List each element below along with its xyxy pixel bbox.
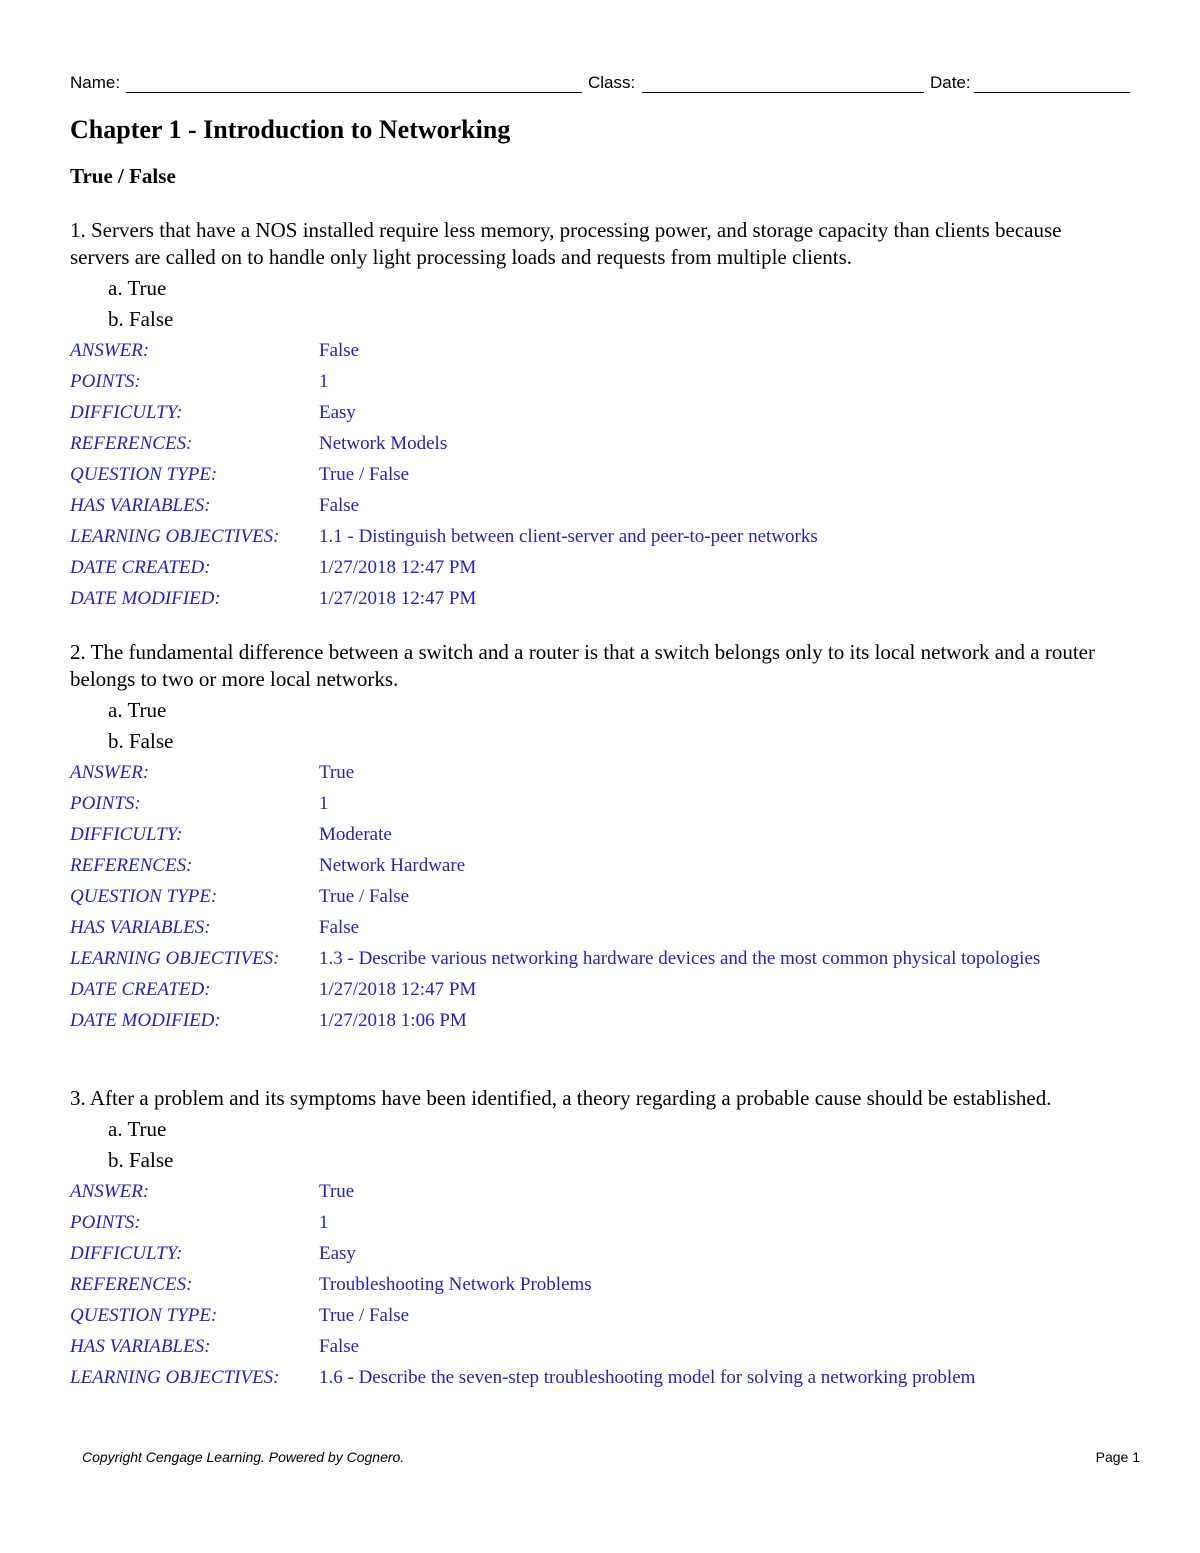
points-row — [70, 1207, 1140, 1238]
question-type-row — [70, 881, 1140, 912]
question-type-value: True / False — [319, 886, 410, 907]
copyright-text: Copyright Cengage Learning. Powered by Cognero. — [82, 1449, 405, 1465]
has-variables-label: HAS VARIABLES: — [70, 495, 211, 516]
learning-objectives-label: LEARNING OBJECTIVES: — [70, 1367, 280, 1388]
has-variables-row — [70, 912, 1140, 943]
date-created-label: DATE CREATED: — [70, 979, 211, 1000]
question-type-label: QUESTION TYPE: — [70, 464, 218, 485]
question-3 — [70, 1085, 1140, 1393]
answer-value: True — [319, 1181, 355, 1202]
has-variables-label: HAS VARIABLES: — [70, 917, 211, 938]
question-type-value: True / False — [319, 1305, 410, 1326]
points-label: POINTS: — [70, 1212, 141, 1233]
answer-row — [70, 335, 1140, 366]
question-text: 3. After a problem and its symptoms have been identified, a theory regarding a probable cause should be established. — [70, 1086, 1052, 1110]
section-title: True / False — [70, 164, 176, 188]
references-row — [70, 1269, 1140, 1300]
has-variables-value: False — [319, 495, 360, 516]
date-blank-line — [974, 92, 1130, 93]
date-modified-row — [70, 583, 1140, 614]
question-text: 1. Servers that have a NOS installed require less memory, processing power, and storage capacity than clients because servers are called on to handle only light processing loads and requests from multiple clients. — [70, 218, 1062, 269]
date-modified-value: 1/27/2018 1:06 PM — [319, 1010, 467, 1031]
difficulty-value: Easy — [319, 402, 356, 423]
references-value: Network Models — [319, 433, 448, 454]
question-type-label: QUESTION TYPE: — [70, 1305, 218, 1326]
date-modified-row — [70, 1005, 1140, 1036]
page-number: Page 1 — [1095, 1449, 1140, 1465]
references-value: Troubleshooting Network Problems — [319, 1274, 592, 1295]
date-modified-value: 1/27/2018 12:47 PM — [319, 588, 477, 609]
answer-label: ANSWER: — [70, 340, 150, 361]
difficulty-label: DIFFICULTY: — [70, 824, 183, 845]
references-label: REFERENCES: — [70, 433, 193, 454]
choice-a: a. True — [108, 698, 167, 722]
date-modified-label: DATE MODIFIED: — [70, 1010, 221, 1031]
learning-objectives-row — [70, 521, 1140, 552]
answer-row — [70, 757, 1140, 788]
choice-a: a. True — [108, 276, 167, 300]
learning-objectives-label: LEARNING OBJECTIVES: — [70, 526, 280, 547]
difficulty-row — [70, 1238, 1140, 1269]
question-1 — [70, 217, 1140, 614]
learning-objectives-value: 1.3 - Describe various networking hardware devices and the most common physical topologies — [319, 948, 1041, 969]
points-value: 1 — [319, 793, 329, 814]
answer-label: ANSWER: — [70, 1181, 150, 1202]
date-label: Date: — [930, 73, 971, 92]
points-row — [70, 366, 1140, 397]
date-created-value: 1/27/2018 12:47 PM — [319, 557, 477, 578]
points-label: POINTS: — [70, 371, 141, 392]
date-created-label: DATE CREATED: — [70, 557, 211, 578]
student-info-header — [70, 72, 1130, 96]
question-type-row — [70, 459, 1140, 490]
difficulty-value: Easy — [319, 1243, 356, 1264]
question-2 — [70, 639, 1140, 1036]
question-text: 2. The fundamental difference between a switch and a router is that a switch belongs only to its local network and a router belongs to two or more local networks. — [70, 640, 1095, 691]
choice-b: b. False — [108, 307, 174, 331]
difficulty-row — [70, 819, 1140, 850]
answer-value: True — [319, 762, 355, 783]
has-variables-value: False — [319, 1336, 360, 1357]
question-type-row — [70, 1300, 1140, 1331]
points-value: 1 — [319, 371, 329, 392]
choice-b: b. False — [108, 1148, 174, 1172]
learning-objectives-label: LEARNING OBJECTIVES: — [70, 948, 280, 969]
has-variables-label: HAS VARIABLES: — [70, 1336, 211, 1357]
points-value: 1 — [319, 1212, 329, 1233]
date-modified-label: DATE MODIFIED: — [70, 588, 221, 609]
name-blank-line — [126, 92, 582, 93]
references-row — [70, 850, 1140, 881]
difficulty-value: Moderate — [319, 824, 392, 845]
chapter-title: Chapter 1 - Introduction to Networking — [70, 115, 511, 144]
question-type-value: True / False — [319, 464, 410, 485]
learning-objectives-value: 1.1 - Distinguish between client-server and peer-to-peer networks — [319, 526, 818, 547]
name-label: Name: — [70, 73, 121, 92]
choice-a: a. True — [108, 1117, 167, 1141]
learning-objectives-row — [70, 943, 1140, 974]
has-variables-row — [70, 490, 1140, 521]
class-label: Class: — [588, 73, 636, 92]
difficulty-row — [70, 397, 1140, 428]
learning-objectives-row — [70, 1362, 1140, 1393]
references-value: Network Hardware — [319, 855, 466, 876]
learning-objectives-value: 1.6 - Describe the seven-step troubleshooting model for solving a networking problem — [319, 1367, 976, 1388]
difficulty-label: DIFFICULTY: — [70, 402, 183, 423]
choice-b: b. False — [108, 729, 174, 753]
answer-value: False — [319, 340, 360, 361]
references-label: REFERENCES: — [70, 1274, 193, 1295]
answer-label: ANSWER: — [70, 762, 150, 783]
date-created-row — [70, 974, 1140, 1005]
references-label: REFERENCES: — [70, 855, 193, 876]
points-row — [70, 788, 1140, 819]
has-variables-row — [70, 1331, 1140, 1362]
date-created-row — [70, 552, 1140, 583]
question-type-label: QUESTION TYPE: — [70, 886, 218, 907]
class-blank-line — [642, 92, 924, 93]
answer-row — [70, 1176, 1140, 1207]
references-row — [70, 428, 1140, 459]
date-created-value: 1/27/2018 12:47 PM — [319, 979, 477, 1000]
has-variables-value: False — [319, 917, 360, 938]
points-label: POINTS: — [70, 793, 141, 814]
difficulty-label: DIFFICULTY: — [70, 1243, 183, 1264]
